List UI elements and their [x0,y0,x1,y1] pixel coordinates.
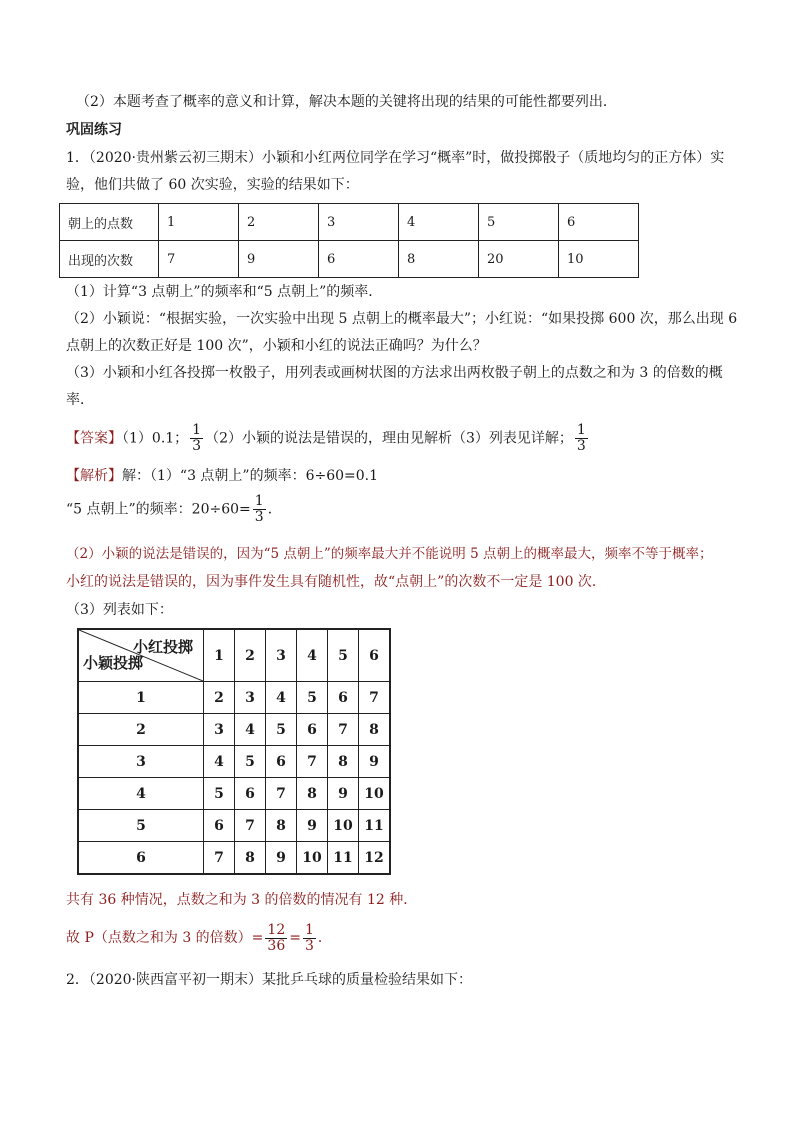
table-cell: 9 [359,746,391,778]
table-cell: 3 [204,714,235,746]
row-header: 6 [78,842,204,875]
fraction-numerator: 1 [254,493,264,509]
table-cell: 8 [359,714,391,746]
table-cell: 11 [328,842,359,875]
column-header: 3 [266,629,297,682]
table-cell: 4 [399,204,479,241]
table-row [60,204,639,241]
table-cell: 10 [297,842,328,875]
table-cell: 7 [159,241,239,278]
q2-stem: 2．（2020·陕西富平初一期末）某批乒乓球的质量检验结果如下： [66,972,472,988]
table-cell: 5 [479,204,559,241]
analysis-line2-suffix: ． [267,501,282,518]
column-header: 4 [297,629,328,682]
table-row [78,746,390,778]
table-cell: 8 [399,241,479,278]
column-header: 6 [359,629,391,682]
row-header: 2 [78,714,204,746]
row-header: 4 [78,778,204,810]
table-cell: 5 [204,778,235,810]
table-row [78,810,390,842]
row-header: 3 [78,746,204,778]
table-cell: 7 [204,842,235,875]
table-cell: 8 [235,842,266,875]
column-header: 5 [328,629,359,682]
fraction-numerator: 1 [304,921,314,938]
table-cell: 8 [297,778,328,810]
fraction-denominator: 3 [304,937,314,954]
fraction-numerator: 12 [267,921,286,938]
table-cell: 3 [235,682,266,714]
answer-part1: （1）0.1； [122,430,189,447]
table-cell: 10 [559,241,639,278]
analysis-line4: 小红的说法是错误的，因为事件发生具有随机性，故“点朝上”的次数不一定是 100 次． [66,574,606,590]
table-row [78,778,390,810]
table-cell: 7 [297,746,328,778]
table-cell: 12 [359,842,391,875]
table-cell: 10 [328,810,359,842]
table-cell: 6 [328,682,359,714]
corner-cell [78,629,204,682]
table-cell: 10 [359,778,391,810]
fraction-denominator: 3 [254,509,264,525]
table-cell: 9 [266,842,297,875]
table-cell: 7 [328,714,359,746]
table-cell: 9 [297,810,328,842]
table-cell: 9 [328,778,359,810]
table-cell: 1 [159,204,239,241]
analysis-line1 [66,466,378,486]
table-cell: 6 [319,241,399,278]
corner-top-label: 小红投掷 [132,638,193,656]
table-cell: 2 [239,204,319,241]
fraction-denominator: 3 [576,438,586,454]
q1-sub2-line1: （2）小颖说：“根据实验，一次实验中出现 5 点朝上的概率最大”；小红说：“如果投掷 600 次，那么出现 6 [66,311,738,327]
q1-stem-line1: 1．（2020·贵州紫云初三期末）小颖和小红两位同学在学习“概率”时，做投掷骰子（质地均匀的正方体）实 [66,150,725,166]
final-fraction-2 [303,923,316,954]
q1-sub2-line2: 点朝上的次数正好是 100 次”，小颖和小红的说法正确吗？为什么？ [66,338,487,354]
row-header: 出现的次数 [60,241,159,278]
table-row [78,842,390,875]
final-equals: = [289,930,301,946]
fraction-denominator: 3 [192,438,202,454]
table-row [60,241,639,278]
table-row [78,682,390,714]
final-suffix: ． [317,930,332,946]
table-cell: 6 [297,714,328,746]
q1-stem-line2: 验，他们共做了 60 次实验，实验的结果如下： [66,177,359,193]
answer-label: 【答案】 [66,430,122,447]
answer-line [66,423,590,454]
table-cell: 4 [204,746,235,778]
table-row [78,714,390,746]
answer-fraction-2 [575,423,588,454]
table-cell: 3 [319,204,399,241]
table-cell: 8 [328,746,359,778]
row-header: 朝上的点数 [60,204,159,241]
table-cell: 5 [235,746,266,778]
analysis-line5: （3）列表如下： [66,602,173,618]
table-cell: 5 [297,682,328,714]
table-cell: 7 [266,778,297,810]
sum-table [77,628,391,875]
table-cell: 9 [239,241,319,278]
table-cell: 7 [359,682,391,714]
table-cell: 20 [479,241,559,278]
analysis-text: 解：（1）“3 点朝上”的频率：6÷60=0.1 [122,468,379,484]
analysis-line2 [66,494,282,525]
corner-bottom-label: 小颖投掷 [83,654,144,672]
table-cell: 4 [235,714,266,746]
summary-line: 共有 36 种情况，点数之和为 3 的倍数的情况有 12 种． [66,892,418,908]
analysis-line2-prefix: “5 点朝上”的频率：20÷60= [66,501,251,518]
final-prefix: 故 P（点数之和为 3 的倍数）= [66,930,264,946]
analysis-label: 【解析】 [66,468,122,484]
table-cell: 6 [559,204,639,241]
table-cell: 11 [359,810,391,842]
answer-part2: （2）小颖的说法是错误的，理由见解析（3）列表见详解； [205,430,573,447]
fraction-denominator: 36 [267,937,286,954]
table-header-row [78,629,390,682]
fraction-numerator: 1 [576,422,586,438]
q1-sub3-line2: 率． [66,392,94,408]
q1-sub1: （1）计算“3 点朝上”的频率和“5 点朝上”的频率． [66,284,383,300]
answer-fraction-1 [190,423,203,454]
table-cell: 6 [204,810,235,842]
intro-line: （2）本题考查了概率的意义和计算，解决本题的关键将出现的结果的可能性都要列出． [76,94,617,110]
table-cell: 5 [266,714,297,746]
column-header: 2 [235,629,266,682]
q1-sub3-line1: （3）小颖和小红各投掷一枚骰子，用列表或画树状图的方法求出两枚骰子朝上的点数之和为 3 的倍数的概 [66,365,723,381]
row-header: 1 [78,682,204,714]
column-header: 1 [204,629,235,682]
section-title: 巩固练习 [66,122,122,138]
q1-results-table [59,203,639,278]
table-cell: 2 [204,682,235,714]
analysis-line3: （2）小颖的说法是错误的，因为“5 点朝上”的频率最大并不能说明 5 点朝上的概率最大，频率不等于概率； [66,546,713,562]
fraction-numerator: 1 [192,422,202,438]
table-cell: 6 [235,778,266,810]
table-cell: 8 [266,810,297,842]
table-cell: 6 [266,746,297,778]
analysis-fraction [253,494,266,525]
table-cell: 7 [235,810,266,842]
final-fraction-1 [265,923,287,954]
table-cell: 4 [266,682,297,714]
row-header: 5 [78,810,204,842]
final-line [66,922,332,954]
